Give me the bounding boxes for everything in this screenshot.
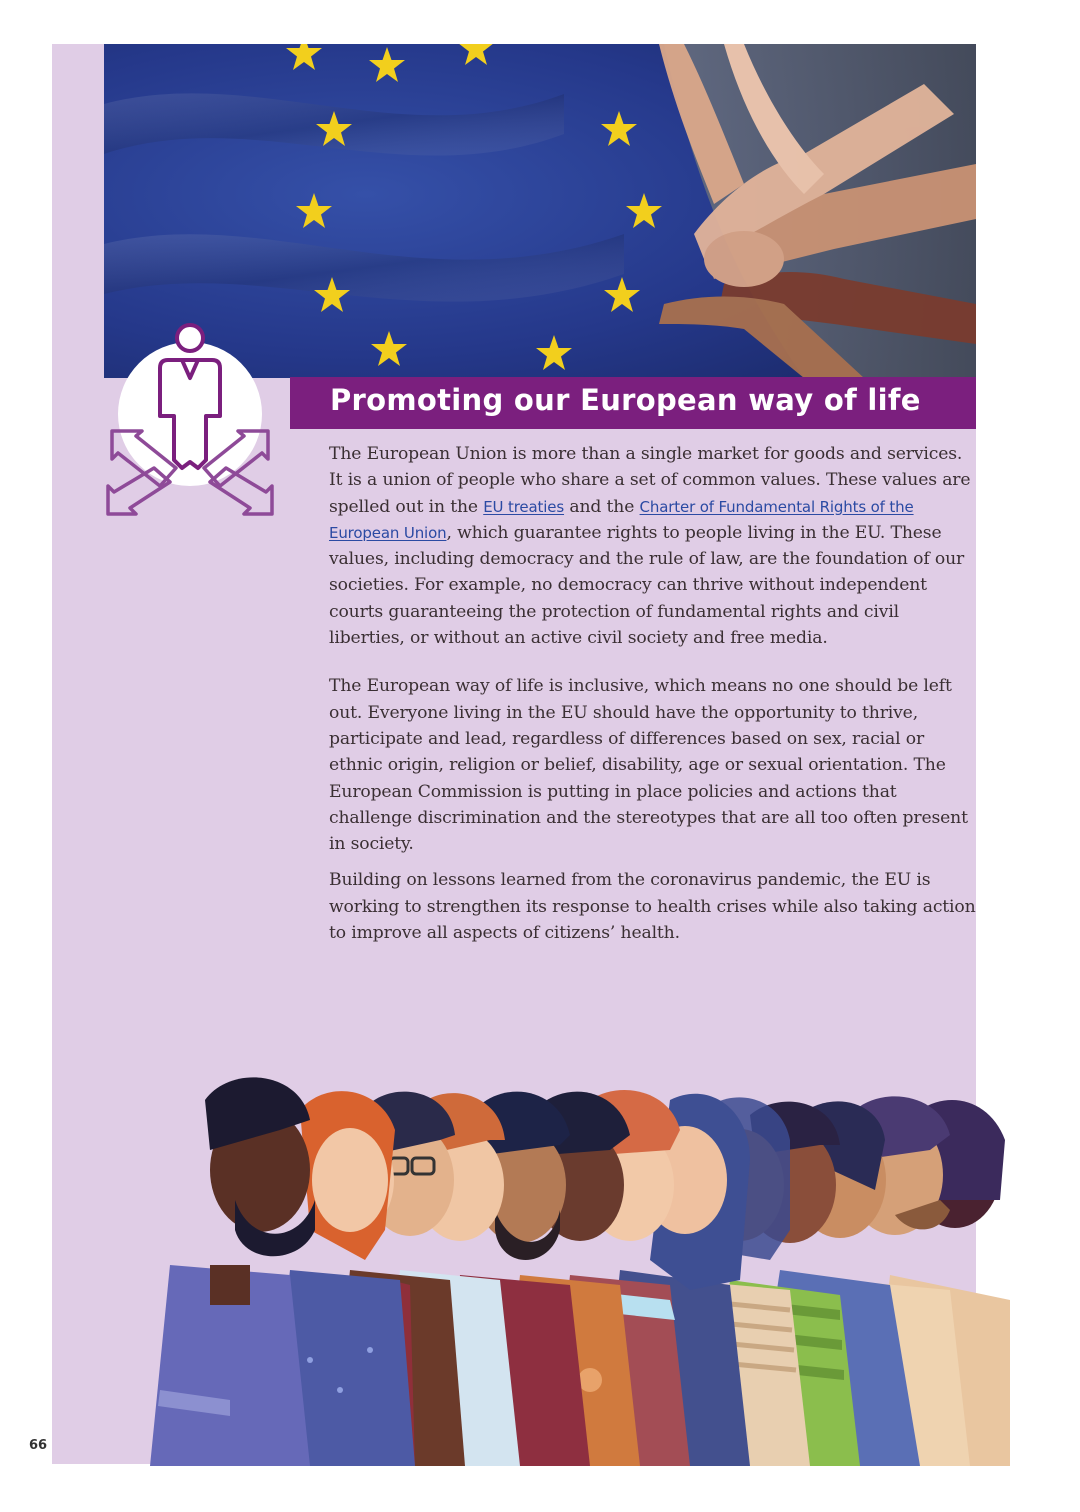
paragraph-1-part-1: The European Union is more than a single market for goods and services. It is a union of people who share a set of common values. These values are spelled out in the <box>329 444 971 517</box>
person-arrows-icon <box>106 318 276 524</box>
link-eu-treaties[interactable]: EU treaties <box>483 497 565 516</box>
diverse-people-illustration <box>150 1060 1010 1466</box>
page-number: 66 <box>29 1438 48 1453</box>
paragraph-2: The European way of life is inclusive, which means no one should be left out. Everyone living in the EU should have the opportunity to thrive, participate and lead, regardless of differences based on sex, racial or ethnic origin, religion or belief, disability, age or sexual orientation. The European Commission is putting in place policies and actions that challenge discrimination and the stereotypes that are all too often present in society. <box>329 676 968 855</box>
section-title-bar <box>290 377 976 429</box>
paragraph-3: Building on lessons learned from the coronavirus pandemic, the EU is working to strengthen its response to health crises while also taking action to improve all aspects of citizens’ health. <box>329 870 976 944</box>
paragraph-1-part-2: and the <box>564 496 640 517</box>
section-title: Promoting our European way of life <box>330 383 921 417</box>
paragraph-1-part-3: , which guarantee rights to people living in the EU. These values, including democracy and the rule of law, are the foundation of our societies. For example, no democracy can thrive without independent courts guaranteeing the protection of fundamental rights and civil liberties, or without an active civil society and free media. <box>329 522 965 649</box>
link-charter-fundamental-rights[interactable]: Charter of Fundamental Rights of the European Union <box>329 497 914 542</box>
body-text <box>329 441 977 946</box>
paragraph-1 <box>329 441 977 651</box>
